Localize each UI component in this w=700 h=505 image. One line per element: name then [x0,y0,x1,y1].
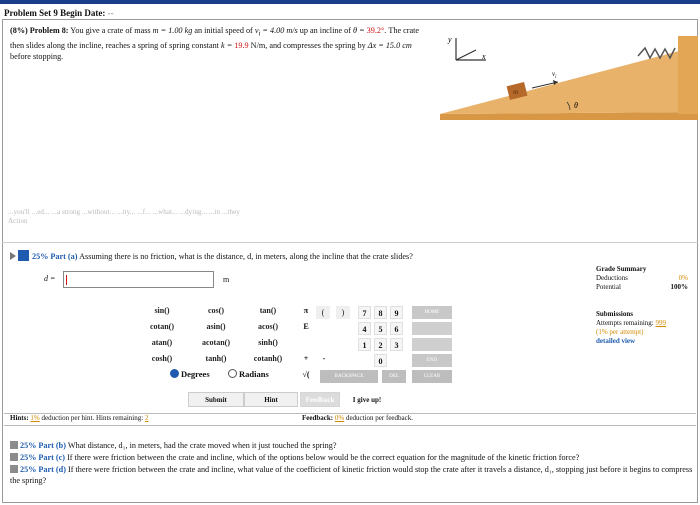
part-a-header [10,250,413,261]
submit-button[interactable]: Submit [188,392,244,407]
theta-value: 39.2° [366,26,385,35]
key-8[interactable]: 8 [374,306,387,319]
expand-arrow-icon[interactable] [10,252,16,260]
incline-figure [440,32,698,124]
answer-unit: m [223,275,230,284]
problem-label: Problem 8: [29,26,69,35]
key-up-arrow[interactable] [412,322,452,335]
key-acotan[interactable]: acotan() [202,338,230,347]
key-acos[interactable]: acos() [258,322,278,331]
part-d-status-icon [10,465,18,473]
deductions-value: 0% [678,274,688,282]
problem-text-3: up an incline of [299,26,351,35]
attempts-label: Attempts remaining: [596,319,654,327]
key-cotan[interactable]: cotan() [150,322,174,331]
hints-label: Hints: [10,414,29,422]
key-5[interactable]: 5 [374,322,387,335]
feedback-button[interactable]: Feedback [300,392,340,407]
problem-text-6: before stopping. [10,51,64,61]
potential-value: 100% [670,283,688,291]
part-d-text: If there were friction between the crate and incline, what value of the coefficient of kinetic friction would stop the crate after it travels a distance, d₁, stopping just before it begins to compress the spring? [10,465,693,485]
key-sqrt[interactable]: √( [302,370,310,379]
mass-expr: m = 1.00 kg [152,26,193,35]
key-asin[interactable]: asin() [206,322,226,331]
problem-text-4: . The crate then slides along the incline, reaches a spring of spring constant [10,26,420,50]
part-d-row[interactable] [10,464,694,486]
key-end[interactable]: END [412,354,452,367]
key-plus[interactable]: + [303,354,309,363]
key-6[interactable]: 6 [390,322,403,335]
radio-radians[interactable] [228,369,269,379]
vi-value: = 4.00 m/s [260,26,298,35]
crate-label: m [513,88,519,96]
feedback-info [302,414,413,422]
hint-deduction: 1% [30,414,40,422]
faded-line-1: ...you'll ...ed... ...a strong ...without... ...ity... ...f... ...what... ...dying... ...in ...they [8,208,240,216]
key-7[interactable]: 7 [358,306,371,319]
k-value: 19.9 [234,40,249,50]
part-a-question: Assuming there is no friction, what is the distance, d, in meters, along the incline that the crate slides? [79,252,413,261]
deductions-row [596,274,688,283]
key-minus[interactable]: - [322,354,326,363]
key-backspace[interactable]: BACKSPACE [320,370,378,383]
deductions-label: Deductions [596,274,628,282]
key-sin[interactable]: sin() [154,306,170,315]
potential-label: Potential [596,283,621,291]
feedback-text: deduction per feedback. [345,414,414,422]
radio-degrees-label: Degrees [181,369,210,379]
key-sinh[interactable]: sinh() [258,338,278,347]
title-text: Problem Set 9 Begin Date: [4,8,106,18]
k-expr: k = [221,40,235,50]
key-4[interactable]: 4 [358,322,371,335]
radio-degrees-dot [170,369,179,378]
radio-radians-label: Radians [239,369,269,379]
velocity-label [552,70,557,80]
key-paren-close[interactable]: ) [336,306,350,319]
submissions-title: Submissions [596,310,633,318]
spring-icon [638,48,675,58]
problem-points: (8%) [10,26,28,35]
part-c-status-icon [10,453,18,461]
vi-subscript: i [258,30,261,38]
answer-input[interactable] [63,271,214,288]
attempts-row [596,319,688,328]
attempts-value: 999 [655,319,666,327]
page-title [4,8,114,18]
part-d-percent: 25% Part (d) [20,465,66,474]
problem-statement [10,25,425,62]
key-cotanh[interactable]: cotanh() [253,354,283,363]
axis-y-label: y [448,35,452,44]
potential-row [596,283,688,292]
key-2[interactable]: 2 [374,338,387,351]
part-c-text: If there were friction between the crate and incline, which of the options below would be the correct equation for the magnitude of the kinetic friction force? [67,453,580,462]
angle-label: θ [574,101,578,110]
problem-text-1: You give a crate of mass [70,26,151,35]
give-up-button[interactable]: I give up! [342,392,392,407]
answer-label: d = [44,274,56,283]
key-e[interactable]: E [303,322,309,331]
hints-remaining: 2 [144,414,149,422]
key-tanh[interactable]: tanh() [205,354,227,363]
hints-text: deduction per hint. Hints remaining: [41,414,144,422]
radio-radians-dot [228,369,237,378]
part-b-status-icon [10,441,18,449]
velocity-subscript: i [555,75,557,80]
key-atan[interactable]: atan() [151,338,173,347]
problem-text-5: , and compresses the spring by [265,40,366,50]
key-3[interactable]: 3 [390,338,403,351]
feedback-deduction: 0% [334,414,345,422]
part-b-text: What distance, d₁, in meters, had the crate moved when it just touched the spring? [67,441,337,450]
other-parts-list [10,440,694,487]
key-cosh[interactable]: cosh() [151,354,173,363]
velocity-symbol: v [552,70,556,78]
hints-info [10,414,148,422]
math-keypad [150,306,460,386]
key-clear[interactable]: CLEAR [412,370,452,383]
faded-line-2: Action [8,217,28,225]
top-bar [0,0,700,4]
part-status-icon [18,250,29,261]
vi-symbol: v [254,26,259,35]
incline-wall [678,36,698,114]
grade-summary [596,265,688,292]
key-0[interactable]: 0 [374,354,387,367]
key-9[interactable]: 9 [390,306,403,319]
key-down-arrow[interactable] [412,338,452,351]
vi-expr [254,26,298,38]
k-unit: N/m [248,40,266,50]
key-del[interactable]: DEL [382,370,406,383]
feedback-label: Feedback: [302,414,334,422]
radio-degrees[interactable] [170,369,210,379]
part-c-percent: 25% Part (c) [20,453,66,462]
detailed-view-link[interactable]: detailed view [596,337,636,345]
text-cursor [66,275,67,285]
key-cos[interactable]: cos() [208,306,224,315]
key-paren-open[interactable]: ( [316,306,330,319]
dx-expr: Δx = 15.0 cm [367,40,412,50]
divider [2,242,698,243]
key-1[interactable]: 1 [358,338,371,351]
theta-expr: θ = [353,26,367,35]
axes-diagram [447,35,486,61]
part-a-percent: 25% Part (a) [32,252,78,261]
problem-text-2: an initial speed of [194,26,253,35]
per-attempt-note: (1% per attempt) [596,328,644,336]
hint-button[interactable]: Hint [244,392,298,407]
submissions-panel [596,310,688,346]
faded-text [8,208,240,226]
axis-x-label: x [482,52,486,61]
key-home[interactable]: HOME [412,306,452,319]
part-b-percent: 25% Part (b) [20,441,66,450]
key-tan[interactable]: tan() [259,306,277,315]
part-c-row[interactable] [10,452,694,463]
begin-date: -- [107,8,114,18]
key-pi[interactable]: π [303,306,309,315]
part-b-row[interactable] [10,440,694,451]
grade-summary-title: Grade Summary [596,265,647,273]
